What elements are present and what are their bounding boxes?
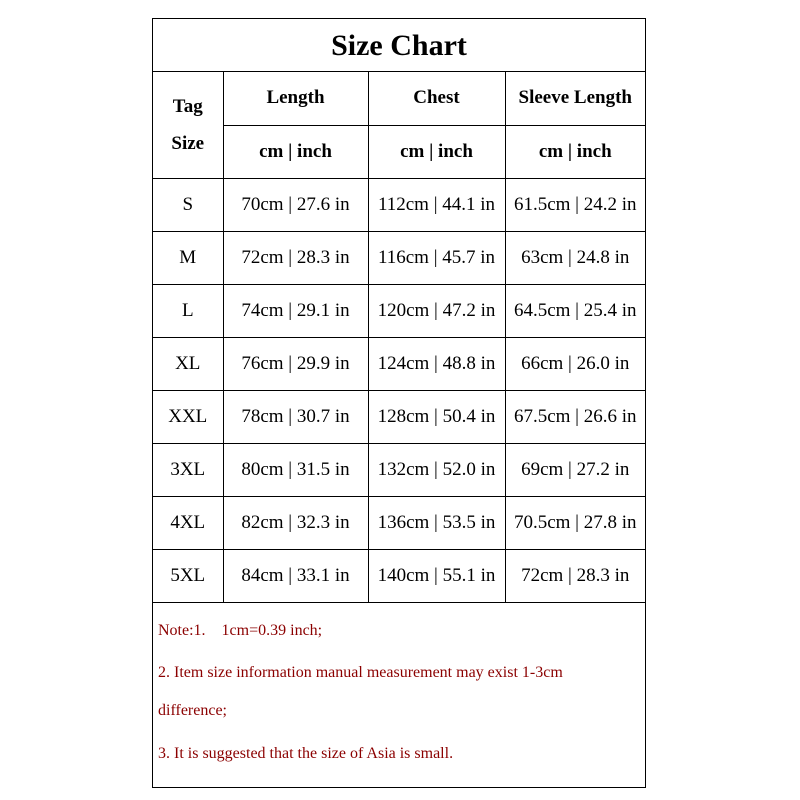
length-cell: 82cm | 32.3 in bbox=[223, 496, 368, 549]
length-unit: cm | inch bbox=[223, 125, 368, 178]
table-row bbox=[153, 390, 645, 443]
table-row bbox=[153, 496, 645, 549]
chest-cell: 120cm | 47.2 in bbox=[368, 284, 505, 337]
length-cell: 76cm | 29.9 in bbox=[223, 337, 368, 390]
length-cell: 72cm | 28.3 in bbox=[223, 231, 368, 284]
size-cell: L bbox=[153, 284, 223, 337]
size-cell: 3XL bbox=[153, 443, 223, 496]
size-label: Size bbox=[171, 132, 205, 154]
chart-title: Size Chart bbox=[153, 19, 645, 72]
length-cell: 84cm | 33.1 in bbox=[223, 549, 368, 602]
chest-cell: 132cm | 52.0 in bbox=[368, 443, 505, 496]
note-1 bbox=[158, 621, 645, 641]
note-1-text: 1cm=0.39 inch; bbox=[221, 621, 323, 639]
size-table bbox=[153, 72, 645, 603]
sleeve-cell: 66cm | 26.0 in bbox=[505, 337, 645, 390]
note-1-prefix: Note:1. bbox=[158, 621, 206, 639]
size-cell: 5XL bbox=[153, 549, 223, 602]
chest-cell: 116cm | 45.7 in bbox=[368, 231, 505, 284]
table-row bbox=[153, 231, 645, 284]
table-row bbox=[153, 549, 645, 602]
tag-size-header bbox=[153, 72, 223, 178]
sleeve-cell: 72cm | 28.3 in bbox=[505, 549, 645, 602]
chest-cell: 128cm | 50.4 in bbox=[368, 390, 505, 443]
notes-section bbox=[153, 603, 645, 764]
table-row bbox=[153, 443, 645, 496]
chest-cell: 112cm | 44.1 in bbox=[368, 178, 505, 231]
table-row bbox=[153, 337, 645, 390]
note-2-line-1: 2. Item size information manual measurement may exist 1-3cm bbox=[158, 663, 563, 681]
size-cell: XXL bbox=[153, 390, 223, 443]
chest-cell: 124cm | 48.8 in bbox=[368, 337, 505, 390]
header-row bbox=[153, 72, 645, 125]
sleeve-cell: 70.5cm | 27.8 in bbox=[505, 496, 645, 549]
length-cell: 78cm | 30.7 in bbox=[223, 390, 368, 443]
sleeve-cell: 63cm | 24.8 in bbox=[505, 231, 645, 284]
tag-label: Tag bbox=[172, 95, 203, 117]
size-chart bbox=[152, 18, 646, 788]
size-cell: S bbox=[153, 178, 223, 231]
size-cell: XL bbox=[153, 337, 223, 390]
chest-cell: 136cm | 53.5 in bbox=[368, 496, 505, 549]
sleeve-length-header: Sleeve Length bbox=[505, 72, 645, 125]
length-cell: 74cm | 29.1 in bbox=[223, 284, 368, 337]
chest-cell: 140cm | 55.1 in bbox=[368, 549, 505, 602]
units-row bbox=[153, 125, 645, 178]
sleeve-cell: 61.5cm | 24.2 in bbox=[505, 178, 645, 231]
sleeve-cell: 67.5cm | 26.6 in bbox=[505, 390, 645, 443]
chest-header: Chest bbox=[368, 72, 505, 125]
sleeve-cell: 64.5cm | 25.4 in bbox=[505, 284, 645, 337]
length-cell: 80cm | 31.5 in bbox=[223, 443, 368, 496]
sleeve-unit: cm | inch bbox=[505, 125, 645, 178]
length-header: Length bbox=[223, 72, 368, 125]
sleeve-cell: 69cm | 27.2 in bbox=[505, 443, 645, 496]
chest-unit: cm | inch bbox=[368, 125, 505, 178]
note-2-line-2: difference; bbox=[158, 701, 227, 719]
length-cell: 70cm | 27.6 in bbox=[223, 178, 368, 231]
table-row bbox=[153, 284, 645, 337]
size-cell: 4XL bbox=[153, 496, 223, 549]
note-3: 3. It is suggested that the size of Asia is small. bbox=[158, 744, 454, 762]
size-cell: M bbox=[153, 231, 223, 284]
table-row bbox=[153, 178, 645, 231]
